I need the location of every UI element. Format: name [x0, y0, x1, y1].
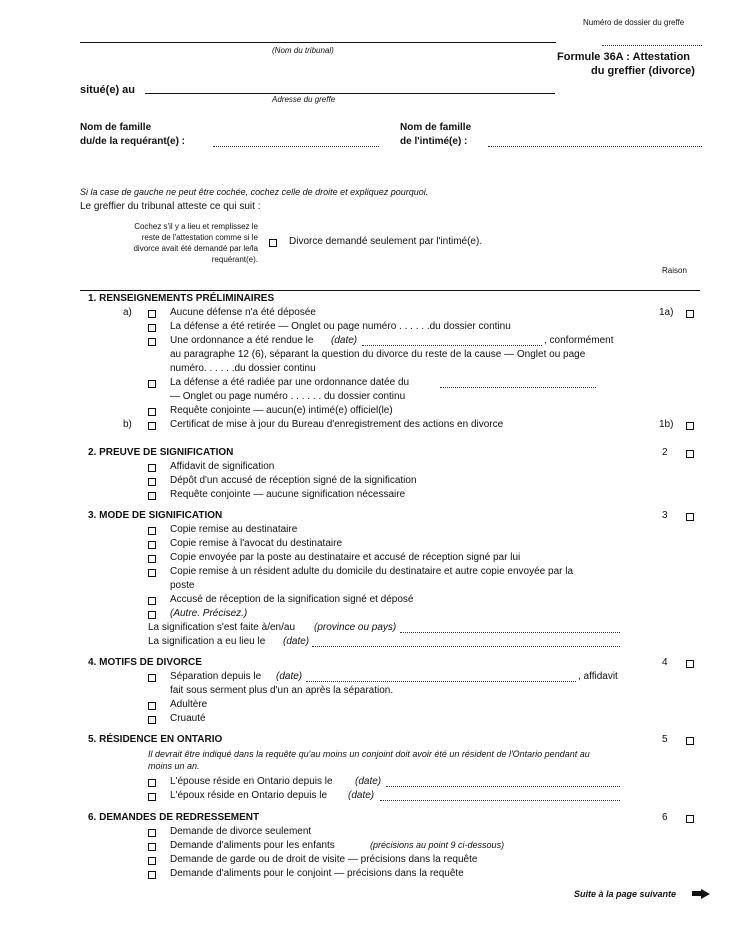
- s5-note-2: moins un an.: [148, 761, 200, 771]
- section-4-title: 4. MOTIFS DE DIVORCE: [88, 657, 202, 668]
- s4-separation-date-field[interactable]: [306, 681, 576, 682]
- s3-place-caption: (province ou pays): [314, 622, 397, 633]
- form-title-line1: Formule 36A : Attestation: [557, 51, 691, 63]
- arrow-right-icon[interactable]: [692, 888, 710, 900]
- check-note-2: reste de l'attestation comme si le: [141, 233, 258, 242]
- s4-separation-label: Séparation depuis le: [170, 671, 262, 682]
- s2-receipt-label: Dépôt d'un accusé de réception signé de la signification: [170, 475, 417, 486]
- section-6-title: 6. DEMANDES DE REDRESSEMENT: [88, 812, 260, 823]
- s1-a-label: a): [123, 307, 132, 318]
- form-title-line2: du greffier (divorce): [591, 65, 695, 77]
- s4-separation-checkbox[interactable]: [148, 674, 156, 682]
- s4-adultery-checkbox[interactable]: [148, 702, 156, 710]
- s6-custody-label: Demande de garde ou de droit de visite — précisions dans la requête: [170, 854, 478, 865]
- s4-separation-label-c: fait sous serment plus d'un an après la séparation.: [170, 685, 394, 696]
- address-line[interactable]: [145, 93, 555, 94]
- s4-reason: 4: [662, 657, 668, 668]
- s5-reason: 5: [662, 734, 668, 745]
- s5-husband-checkbox[interactable]: [148, 793, 156, 801]
- s5-wife-date-caption: (date): [355, 776, 382, 787]
- court-name-caption: (Nom du tribunal): [272, 46, 334, 55]
- s2-affidavit-checkbox[interactable]: [148, 464, 156, 472]
- clerk-attests-text: Le greffier du tribunal atteste ce qui suit :: [80, 201, 261, 212]
- s3-reason-checkbox[interactable]: [686, 513, 694, 521]
- s1-struck-label: La défense a été radiée par une ordonnance datée du: [170, 377, 410, 388]
- reason-column-label: Raison: [662, 266, 687, 275]
- check-note-1: Cochez s'il y a lieu et remplissez le: [134, 222, 258, 231]
- s1-certificate-checkbox[interactable]: [148, 422, 156, 430]
- s1-no-defence-checkbox[interactable]: [148, 310, 156, 318]
- s5-husband-date-field[interactable]: [380, 800, 620, 801]
- continued-text: Suite à la page suivante: [574, 889, 677, 899]
- instruction-text: Si la case de gauche ne peut être cochée, cochez celle de droite et expliquez pourquoi.: [80, 187, 429, 197]
- s1-reason-1b: 1b): [659, 419, 674, 430]
- s2-affidavit-label: Affidavit de signification: [170, 461, 275, 472]
- s3-adult-checkbox[interactable]: [148, 569, 156, 577]
- section-5-title: 5. RÉSIDENCE EN ONTARIO: [88, 734, 223, 745]
- s5-wife-label: L'épouse réside en Ontario depuis le: [170, 776, 333, 787]
- s5-husband-date-caption: (date): [348, 790, 375, 801]
- respondent-only-checkbox[interactable]: [269, 239, 277, 247]
- s2-joint-label: Requête conjointe — aucune signification nécessaire: [170, 489, 406, 500]
- s6-reason: 6: [662, 812, 668, 823]
- s1-certificate-label: Certificat de mise à jour du Bureau d'enregistrement des actions en divorce: [170, 419, 504, 430]
- s5-note-1: Il devrait être indiqué dans la requête qu'au moins un conjoint doit avoir été un résident de l'Ontario pendant au: [148, 749, 590, 759]
- check-note-4: requérant(e).: [211, 255, 258, 264]
- applicant-name-field[interactable]: [213, 146, 379, 147]
- s1-order-label: Une ordonnance a été rendue le: [170, 335, 314, 346]
- s5-wife-date-field[interactable]: [386, 786, 620, 787]
- s4-cruelty-checkbox[interactable]: [148, 716, 156, 724]
- s3-other-checkbox[interactable]: [148, 611, 156, 619]
- s1-struck-label-b: — Onglet ou page numéro . . . . . . du dossier continu: [170, 391, 406, 402]
- s3-ack-checkbox[interactable]: [148, 597, 156, 605]
- address-caption: Adresse du greffe: [272, 95, 336, 104]
- s1-struck-checkbox[interactable]: [148, 380, 156, 388]
- s3-adult-label-b: poste: [170, 580, 195, 591]
- s1-defence-withdrawn-label: La défense a été retirée — Onglet ou page numéro . . . . . .du dossier continu: [170, 321, 511, 332]
- s5-wife-checkbox[interactable]: [148, 779, 156, 787]
- s1-joint-label: Requête conjointe — aucun(e) intimé(e) officiel(le): [170, 405, 393, 416]
- s6-child-support-checkbox[interactable]: [148, 843, 156, 851]
- s3-adult-label: Copie remise à un résident adulte du domicile du destinataire et autre copie envoyée par la: [170, 566, 574, 577]
- s3-personal-checkbox[interactable]: [148, 527, 156, 535]
- s4-cruelty-label: Cruauté: [170, 713, 206, 724]
- s5-reason-checkbox[interactable]: [686, 737, 694, 745]
- s1-struck-date-field[interactable]: [440, 387, 596, 388]
- s6-reason-checkbox[interactable]: [686, 815, 694, 823]
- s3-lawyer-checkbox[interactable]: [148, 541, 156, 549]
- s6-custody-checkbox[interactable]: [148, 857, 156, 865]
- s3-personal-label: Copie remise au destinataire: [170, 524, 298, 535]
- s1-order-label-b: , conformément: [544, 335, 614, 346]
- s3-mail-checkbox[interactable]: [148, 555, 156, 563]
- respondent-label-2: de l'intimé(e) :: [400, 136, 468, 147]
- s3-other-label: (Autre. Précisez.): [170, 608, 248, 619]
- s1-joint-checkbox[interactable]: [148, 408, 156, 416]
- s6-child-support-note: (précisions au point 9 ci-dessous): [370, 840, 505, 850]
- s1-defence-withdrawn-checkbox[interactable]: [148, 324, 156, 332]
- s6-spousal-support-label: Demande d'aliments pour le conjoint — précisions dans la requête: [170, 868, 464, 879]
- s3-date-label: La signification a eu lieu le: [148, 636, 266, 647]
- s1-reason-1b-checkbox[interactable]: [686, 422, 694, 430]
- respondent-only-label: Divorce demandé seulement par l'intimé(e).: [289, 236, 483, 247]
- court-name-line[interactable]: [80, 42, 556, 43]
- s3-mail-label: Copie envoyée par la poste au destinataire et accusé de réception signé par lui: [170, 552, 521, 563]
- located-at-label: situé(e) au: [80, 84, 136, 96]
- s6-divorce-only-checkbox[interactable]: [148, 829, 156, 837]
- file-number-field[interactable]: [602, 45, 702, 46]
- s2-reason-checkbox[interactable]: [686, 450, 694, 458]
- s2-reason: 2: [662, 447, 668, 458]
- s1-b-label: b): [123, 419, 132, 430]
- s1-order-label-c: au paragraphe 12 (6), séparant la question du divorce du reste de la cause — Onglet ou page: [170, 349, 586, 360]
- s4-reason-checkbox[interactable]: [686, 660, 694, 668]
- s3-date-caption: (date): [283, 636, 310, 647]
- s4-adultery-label: Adultère: [170, 699, 208, 710]
- s2-receipt-checkbox[interactable]: [148, 478, 156, 486]
- s3-place-field[interactable]: [400, 632, 620, 633]
- s4-separation-label-b: , affidavit: [578, 671, 618, 682]
- section-1-title: 1. RENSEIGNEMENTS PRÉLIMINAIRES: [88, 293, 275, 304]
- s1-order-checkbox[interactable]: [148, 338, 156, 346]
- section-divider: [80, 290, 700, 291]
- s1-reason-1a-checkbox[interactable]: [686, 310, 694, 318]
- s3-lawyer-label: Copie remise à l'avocat du destinataire: [170, 538, 343, 549]
- s1-order-date-caption: (date): [331, 335, 358, 346]
- s2-joint-checkbox[interactable]: [148, 492, 156, 500]
- s6-divorce-only-label: Demande de divorce seulement: [170, 826, 312, 837]
- s1-no-defence-label: Aucune défense n'a été déposée: [170, 307, 316, 318]
- section-3-title: 3. MODE DE SIGNIFICATION: [88, 510, 223, 521]
- respondent-label-1: Nom de famille: [400, 122, 472, 133]
- s5-husband-label: L'époux réside en Ontario depuis le: [170, 790, 328, 801]
- file-number-label: Numéro de dossier du greffe: [583, 18, 685, 27]
- s3-place-label: La signification s'est faite à/en/au: [148, 622, 296, 633]
- s6-spousal-support-checkbox[interactable]: [148, 871, 156, 879]
- s1-reason-1a: 1a): [659, 307, 674, 318]
- s3-reason: 3: [662, 510, 668, 521]
- s1-order-label-d: numéro. . . . . .du dossier continu: [170, 363, 316, 374]
- applicant-label-2: du/de la requérant(e) :: [80, 136, 186, 147]
- check-note-3: divorce avait été demandé par le/la: [133, 244, 258, 253]
- s1-order-date-field[interactable]: [362, 345, 542, 346]
- section-2-title: 2. PREUVE DE SIGNIFICATION: [88, 447, 234, 458]
- s3-ack-label: Accusé de réception de la signification signé et déposé: [170, 594, 414, 605]
- s4-separation-date-caption: (date): [276, 671, 303, 682]
- s6-child-support-label: Demande d'aliments pour les enfants: [170, 840, 335, 851]
- s3-date-field[interactable]: [312, 646, 620, 647]
- respondent-name-field[interactable]: [488, 146, 702, 147]
- applicant-label-1: Nom de famille: [80, 122, 152, 133]
